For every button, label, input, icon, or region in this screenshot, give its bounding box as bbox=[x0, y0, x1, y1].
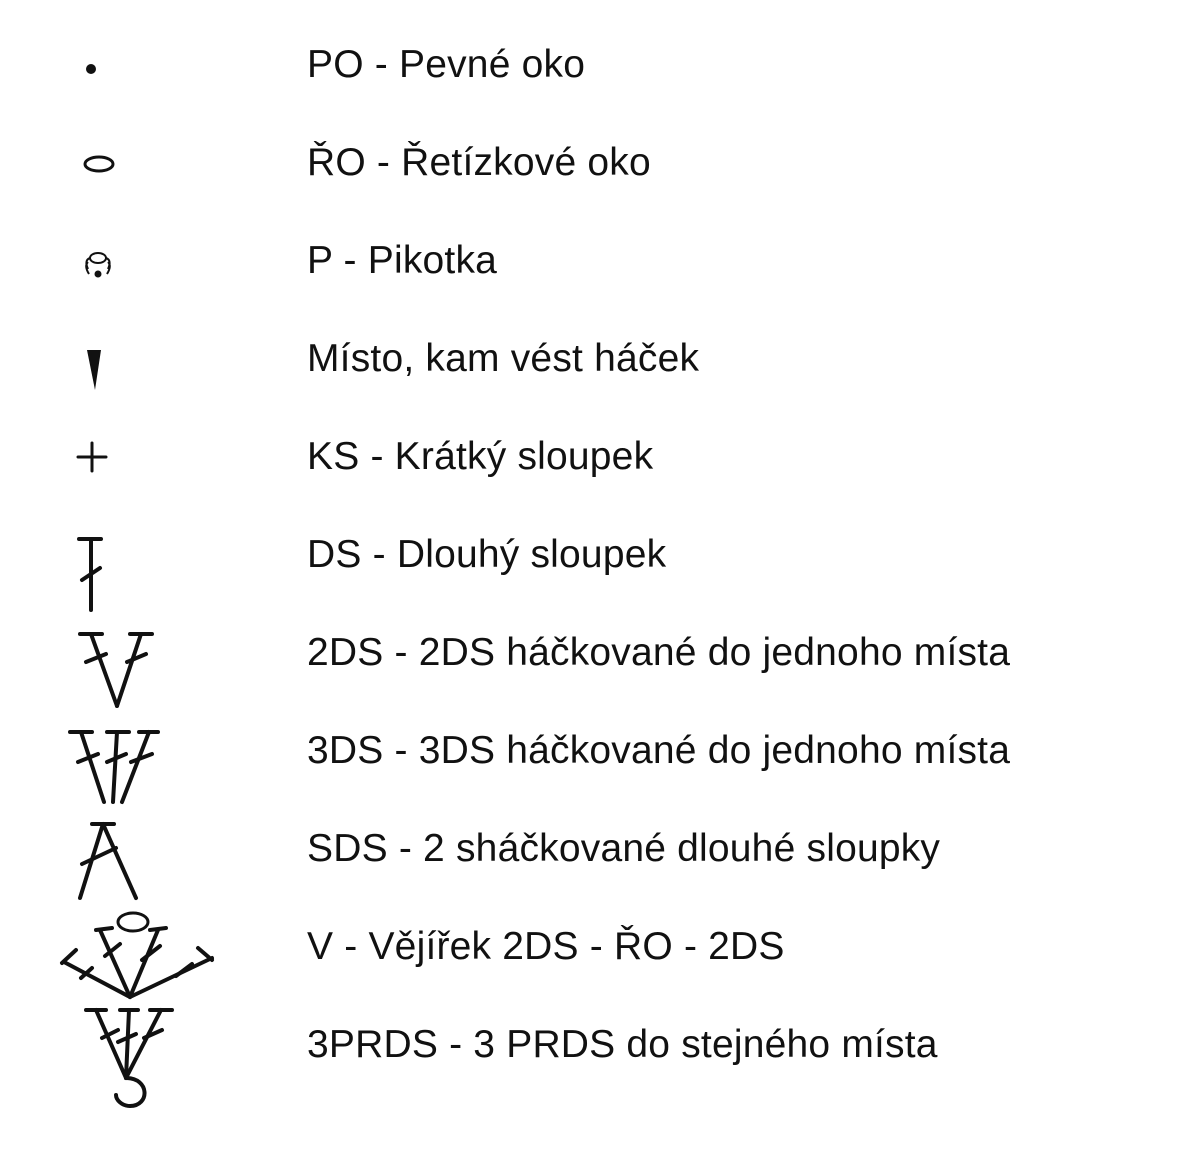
dc2tog-icon bbox=[40, 802, 160, 902]
legend-row-ks bbox=[0, 410, 1200, 510]
hook-position-wedge-icon bbox=[40, 312, 160, 412]
double-crochet-icon bbox=[40, 508, 160, 608]
legend-row-sds bbox=[0, 802, 1200, 902]
chain-stitch-oval-icon bbox=[40, 116, 160, 216]
legend-row-fan bbox=[0, 900, 1200, 1000]
legend-row-ds bbox=[0, 508, 1200, 608]
legend-label: 3PRDS - 3 PRDS do stejného místa bbox=[307, 1023, 938, 1066]
picot-icon bbox=[40, 214, 160, 314]
legend-label: SDS - 2 sháčkované dlouhé sloupky bbox=[307, 827, 941, 870]
single-crochet-plus-icon bbox=[40, 410, 160, 510]
legend-row-ro bbox=[0, 116, 1200, 216]
legend-row-3ds bbox=[0, 704, 1200, 804]
legend-label: 2DS - 2DS háčkované do jednoho místa bbox=[307, 631, 1011, 674]
legend-label: DS - Dlouhý sloupek bbox=[307, 533, 667, 576]
legend-label: 3DS - 3DS háčkované do jednoho místa bbox=[307, 729, 1011, 772]
legend-row-2ds bbox=[0, 606, 1200, 706]
legend-row-3prds bbox=[0, 998, 1200, 1098]
legend-row-po bbox=[0, 18, 1200, 118]
legend-label: KS - Krátký sloupek bbox=[307, 435, 654, 478]
legend-row-picot bbox=[0, 214, 1200, 314]
legend-label: P - Pikotka bbox=[307, 239, 498, 282]
legend-label: PO - Pevné oko bbox=[307, 43, 586, 86]
legend-label: ŘO - Řetízkové oko bbox=[307, 141, 651, 184]
two-dc-same-stitch-icon bbox=[40, 606, 160, 706]
slip-stitch-dot-icon bbox=[40, 18, 160, 118]
fan-shell-icon bbox=[40, 900, 160, 1000]
three-front-post-dc-icon bbox=[40, 998, 160, 1098]
legend-label: Místo, kam vést háček bbox=[307, 337, 700, 380]
three-dc-same-stitch-icon bbox=[40, 704, 160, 804]
legend-row-hook-position bbox=[0, 312, 1200, 412]
legend-label: V - Vějířek 2DS - ŘO - 2DS bbox=[307, 925, 785, 968]
